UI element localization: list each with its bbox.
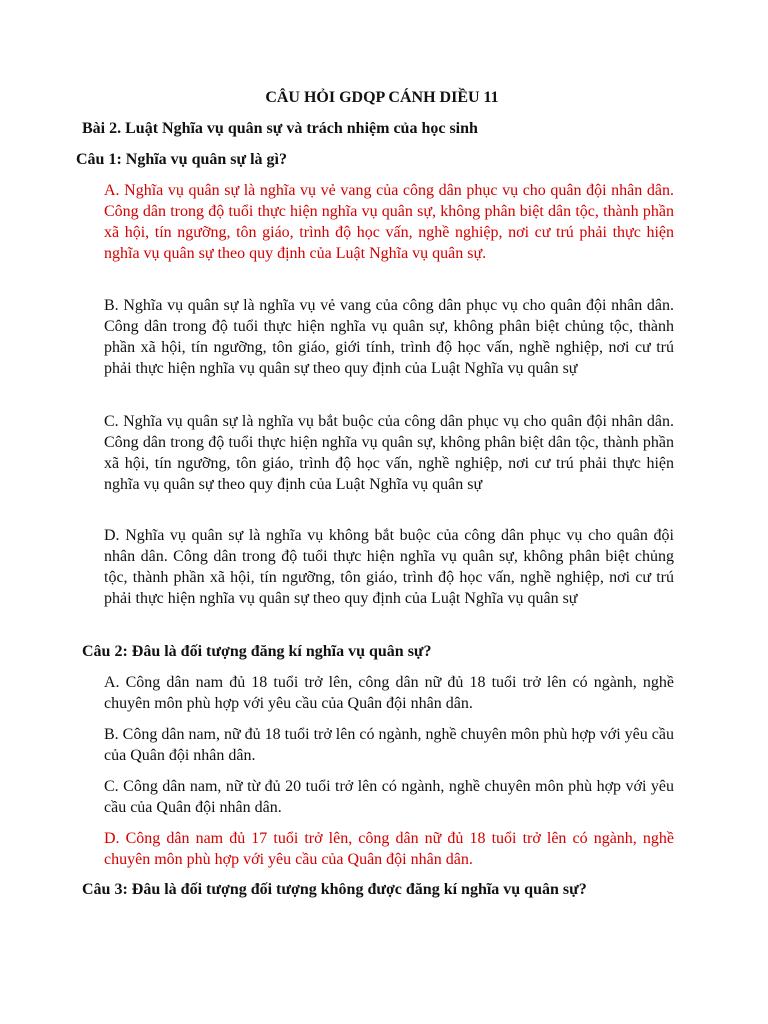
question-3-heading: Câu 3: Đâu là đối tượng đối tượng không được đăng kí nghĩa vụ quân sự? xyxy=(82,881,587,898)
question-1-option-c: C. Nghĩa vụ quân sự là nghĩa vụ bắt buộc của công dân phục vụ cho quân đội nhân dân. Công dân trong độ tuổi thực hiện nghĩa vụ quân sự, không phân biệt dân tộc, thành phần xã hội, tín ngưỡng, tôn giáo, trình độ học vấn, nghề nghiệp, nơi cư trú phải thực hiện nghĩa vụ quân sự theo quy định của Luật Nghĩa vụ quân sự xyxy=(104,413,674,493)
document-title: CÂU HỎI GDQP CÁNH DIỀU 11 xyxy=(265,89,499,106)
question-1-option-d: D. Nghĩa vụ quân sự là nghĩa vụ không bắt buộc của công dân phục vụ cho quân đội nhân dân. Công dân trong độ tuổi thực hiện nghĩa vụ quân sự, không phân biệt chủng tộc, thành phần xã hội, tín ngưỡng, tôn giáo, trình độ học vấn, nghề nghiệp, nơi cư trú phải thực hiện nghĩa vụ quân sự theo quy định của Luật Nghĩa vụ quân sự xyxy=(104,527,674,607)
question-1-option-a-correct: A. Nghĩa vụ quân sự là nghĩa vụ vẻ vang của công dân phục vụ cho quân đội nhân dân. Công dân trong độ tuổi thực hiện nghĩa vụ quân sự, không phân biệt dân tộc, thành phần xã hội, tín ngưỡng, tôn giáo, trình độ học vấn, nghề nghiệp, nơi cư trú phải thực hiện nghĩa vụ quân sự theo quy định của Luật Nghĩa vụ quân sự. xyxy=(104,182,674,262)
question-2-option-b: B. Công dân nam, nữ đủ 18 tuổi trở lên có ngành, nghề chuyên môn phù hợp với yêu cầu của Quân đội nhân dân. xyxy=(104,726,674,764)
question-2-option-a: A. Công dân nam đủ 18 tuổi trở lên, công dân nữ đủ 18 tuổi trở lên có ngành, nghề chuyên môn phù hợp với yêu cầu của Quân đội nhân dân. xyxy=(104,674,674,712)
question-2-heading: Câu 2: Đâu là đối tượng đăng kí nghĩa vụ quân sự? xyxy=(82,643,432,660)
question-1-heading: Câu 1: Nghĩa vụ quân sự là gì? xyxy=(76,151,287,168)
question-2-option-c: C. Công dân nam, nữ từ đủ 20 tuổi trở lên có ngành, nghề chuyên môn phù hợp với yêu cầu của Quân đội nhân dân. xyxy=(104,778,674,816)
lesson-title: Bài 2. Luật Nghĩa vụ quân sự và trách nhiệm của học sinh xyxy=(82,120,478,137)
question-2-option-d-correct: D. Công dân nam đủ 17 tuổi trở lên, công dân nữ đủ 18 tuổi trở lên có ngành, nghề chuyên môn phù hợp với yêu cầu của Quân đội nhân dân. xyxy=(104,830,674,868)
question-1-option-b: B. Nghĩa vụ quân sự là nghĩa vụ vẻ vang của công dân phục vụ cho quân đội nhân dân. Công dân trong độ tuổi thực hiện nghĩa vụ quân sự, không phân biệt chủng tộc, thành phần xã hội, tín ngưỡng, tôn giáo, giới tính, trình độ học vấn, nghề nghiệp, nơi cư trú phải thực hiện nghĩa vụ quân sự theo quy định của Luật Nghĩa vụ quân sự xyxy=(104,297,674,377)
